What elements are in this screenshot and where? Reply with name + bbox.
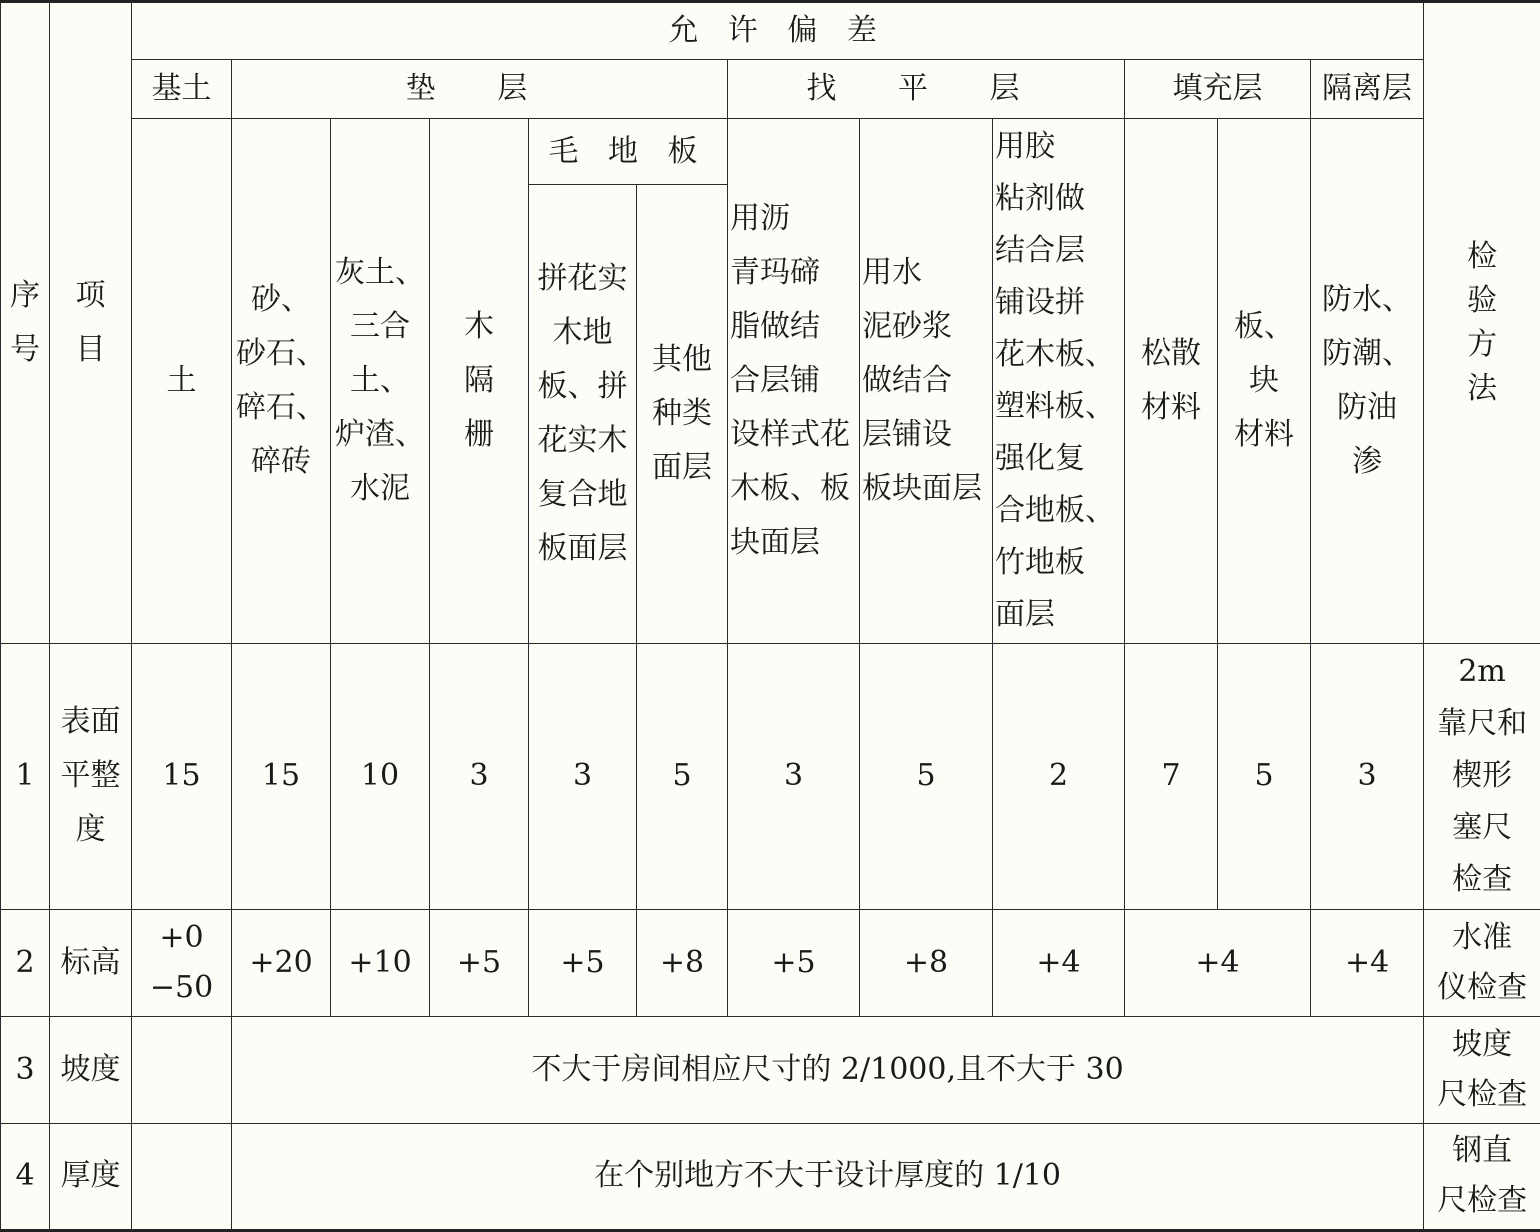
row-no: 2 <box>1 909 50 1016</box>
col-other-surface: 其他 种类 面层 <box>637 185 728 643</box>
item-header: 项 目 <box>50 2 132 644</box>
header-row-1 <box>1 2 1540 60</box>
col-lime: 灰土、 三合 土、 炉渣、 水泥 <box>331 119 430 643</box>
row-no: 1 <box>1 643 50 909</box>
col-sand: 砂、 砂石、 碎石、 碎砖 <box>232 119 331 643</box>
cell-value: 5 <box>860 643 993 909</box>
col-asphalt: 用沥 青玛碲 脂做结 合层铺 设样式花 木板、板 块面层 <box>728 119 860 643</box>
row-item: 厚度 <box>50 1123 132 1230</box>
row-no: 4 <box>1 1123 50 1230</box>
cell-value: 3 <box>1311 643 1424 909</box>
cell-value: +5 <box>430 909 529 1016</box>
col-cement: 用水 泥砂浆 做结合 层铺设 板块面层 <box>860 119 993 643</box>
cell-value: +8 <box>637 909 728 1016</box>
cell-value: +20 <box>232 909 331 1016</box>
allowed-deviation-header: 允 许 偏 差 <box>132 2 1424 60</box>
col-adhesive: 用胶 粘剂做 结合层 铺设拼 花木板、 塑料板、 强化复 合地板、 竹地板 面层 <box>993 119 1125 643</box>
cell-value: 3 <box>529 643 637 909</box>
cell-value: 3 <box>430 643 529 909</box>
cell-value: +4 <box>1311 909 1424 1016</box>
row-item: 标高 <box>50 909 132 1016</box>
col-loose: 松散 材料 <box>1125 119 1218 643</box>
subgroup-rough-floor: 毛 地 板 <box>529 119 728 185</box>
group-isolation: 隔离层 <box>1311 60 1424 119</box>
row-method: 水准 仪检查 <box>1424 909 1540 1016</box>
cell-value: 2 <box>993 643 1125 909</box>
seq-header: 序 号 <box>1 2 50 644</box>
cell-value: 7 <box>1125 643 1218 909</box>
col-parquet: 拼花实 木地 板、拼 花实木 复合地 板面层 <box>529 185 637 643</box>
group-filling: 填充层 <box>1125 60 1311 119</box>
cell-value: +5 <box>728 909 860 1016</box>
cell-value: 15 <box>132 643 232 909</box>
row-item: 表面 平整 度 <box>50 643 132 909</box>
header-row-2 <box>1 60 1540 119</box>
empty-cell <box>132 1123 232 1230</box>
cell-value: +5 <box>529 909 637 1016</box>
header-row-3 <box>1 119 1540 185</box>
cell-value: 10 <box>331 643 430 909</box>
row-text: 在个别地方不大于设计厚度的 1/10 <box>232 1123 1424 1230</box>
cell-value: 5 <box>1218 643 1311 909</box>
method-header: 检 验 方 法 <box>1424 2 1540 644</box>
table-row <box>1 1123 1540 1230</box>
cell-value: +10 <box>331 909 430 1016</box>
row-method: 2m 靠尺和 楔形 塞尺 检查 <box>1424 643 1540 909</box>
col-waterproof: 防水、 防潮、 防油 渗 <box>1311 119 1424 643</box>
table-row <box>1 1016 1540 1123</box>
table-row <box>1 643 1540 909</box>
group-leveling: 找 平 层 <box>728 60 1125 119</box>
group-cushion: 垫 层 <box>232 60 728 119</box>
cell-value: 5 <box>637 643 728 909</box>
row-method: 坡度 尺检查 <box>1424 1016 1540 1123</box>
empty-cell <box>132 1016 232 1123</box>
cell-value: +0 −50 <box>132 909 232 1016</box>
cell-value: +4 <box>993 909 1125 1016</box>
row-item: 坡度 <box>50 1016 132 1123</box>
col-board: 板、 块 材料 <box>1218 119 1311 643</box>
cell-value: +4 <box>1125 909 1311 1016</box>
table-row <box>1 909 1540 1016</box>
cell-value: 3 <box>728 643 860 909</box>
col-joist: 木 隔 栅 <box>430 119 529 643</box>
row-method: 钢直 尺检查 <box>1424 1123 1540 1230</box>
cell-value: 15 <box>232 643 331 909</box>
row-no: 3 <box>1 1016 50 1123</box>
cell-value: +8 <box>860 909 993 1016</box>
row-text: 不大于房间相应尺寸的 2/1000,且不大于 30 <box>232 1016 1424 1123</box>
group-subgrade: 基土 <box>132 60 232 119</box>
col-soil: 土 <box>132 119 232 643</box>
